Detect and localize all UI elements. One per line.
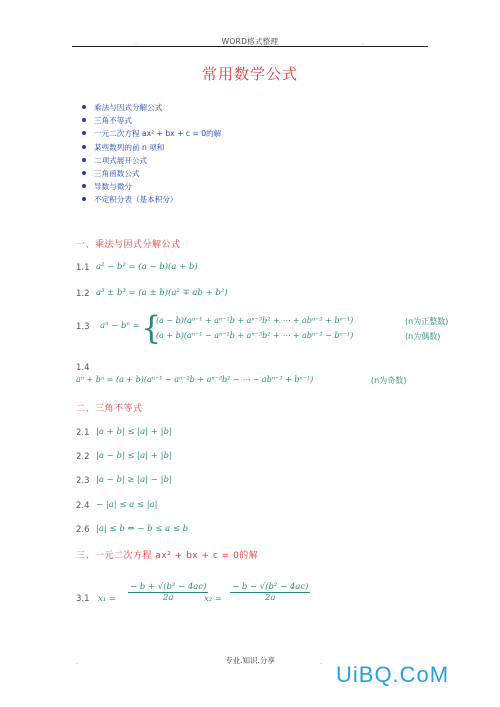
formula-case: (a + b)(aⁿ⁻¹ − aⁿ⁻²b + aⁿ⁻³b² + ⋯ + abⁿ⁻² − bⁿ⁻¹) [156, 331, 354, 340]
document-title: 常用数学公式 [201, 65, 298, 83]
brace-symbol: { [141, 309, 162, 347]
fraction-denominator: 2a [162, 593, 174, 603]
root-label: x₂ = [204, 594, 223, 604]
formula-number: 1.4 [76, 363, 90, 373]
section-heading-2: 二、三角不等式 [76, 404, 143, 414]
section-heading-3: 三、一元二次方程 ax² + bx + c = 0的解 [76, 551, 259, 561]
formula-note: (n为正整数) [405, 317, 449, 326]
formula-number: 2.4 [76, 501, 90, 511]
site-watermark: UiBQ.CoM [336, 662, 450, 687]
fraction-denominator: 2a [264, 593, 276, 603]
formula: |a + b| ≤ |a| + |b| [96, 427, 172, 437]
fraction-numerator: − b + √(b² − 4ac) [130, 582, 207, 592]
page-header: WORD格式整理 [221, 37, 279, 46]
formula: |a − b| ≤ |a| + |b| [96, 451, 172, 461]
formula-case: (a − b)(aⁿ⁻¹ + aⁿ⁻²b + aⁿ⁻³b² + ⋯ + abⁿ⁻² + bⁿ⁻¹) [156, 316, 354, 325]
header-dot-right: . [362, 40, 364, 47]
root-label: x₁ = [98, 594, 117, 604]
header-rule [72, 46, 428, 47]
formula: aⁿ + bⁿ = (a + b)(aⁿ⁻¹ − aⁿ⁻²b + aⁿ⁻³b² − ⋯ − abⁿ⁻² + bⁿ⁻¹) [76, 375, 314, 384]
formula-note: (n为偶数) [405, 332, 441, 341]
formula-number: 3.1 [76, 594, 90, 604]
toc-item[interactable]: 一元二次方程 ax² + bx + c = 0的解 [82, 128, 221, 141]
formula-number: 2.1 [76, 428, 90, 438]
formula-lhs: aⁿ − bⁿ = [100, 321, 140, 331]
quadratic-root-x1 [128, 582, 208, 603]
toc-item[interactable]: 某些数列的前 n 项和 [82, 142, 221, 155]
formula: − |a| ≤ a ≤ |a| [96, 500, 158, 510]
formula: |a − b| ≥ |a| − |b| [96, 475, 172, 485]
formula: a² − b² = (a − b)(a + b) [96, 262, 198, 272]
formula-number: 2.2 [76, 452, 90, 462]
toc-item[interactable]: 导数与微分 [82, 181, 221, 194]
toc-item[interactable]: 三角函数公式 [82, 168, 221, 181]
quadratic-root-x2 [230, 582, 310, 603]
footer-dot-right: . [320, 659, 322, 666]
toc-item[interactable]: 乘法与因式分解公式 [82, 102, 221, 115]
footer-dot-left: . [76, 659, 78, 666]
formula-number: 2.3 [76, 476, 90, 486]
section-heading-1: 一、乘法与因式分解公式 [76, 240, 181, 250]
table-of-contents [82, 102, 221, 208]
formula: |a| ≤ b ⇔ − b ≤ a ≤ b [96, 524, 189, 534]
toc-item[interactable]: 不定积分表（基本积分） [82, 194, 221, 207]
fraction-numerator: − b − √(b² − 4ac) [232, 582, 309, 592]
toc-item[interactable]: 二项式展开公式 [82, 155, 221, 168]
formula-number: 2.6 [76, 525, 90, 535]
formula-note: (n为奇数) [371, 376, 407, 385]
header-dot-left: . [135, 40, 137, 47]
formula-number: 1.2 [76, 289, 90, 299]
formula-number: 1.3 [76, 322, 90, 332]
page-footer: 专业.知识.分享 [225, 656, 275, 665]
toc-item[interactable]: 三角不等式 [82, 115, 221, 128]
formula: a³ ± b³ = (a ± b)(a² ∓ ab + b²) [96, 288, 228, 298]
formula-number: 1.1 [76, 263, 90, 273]
